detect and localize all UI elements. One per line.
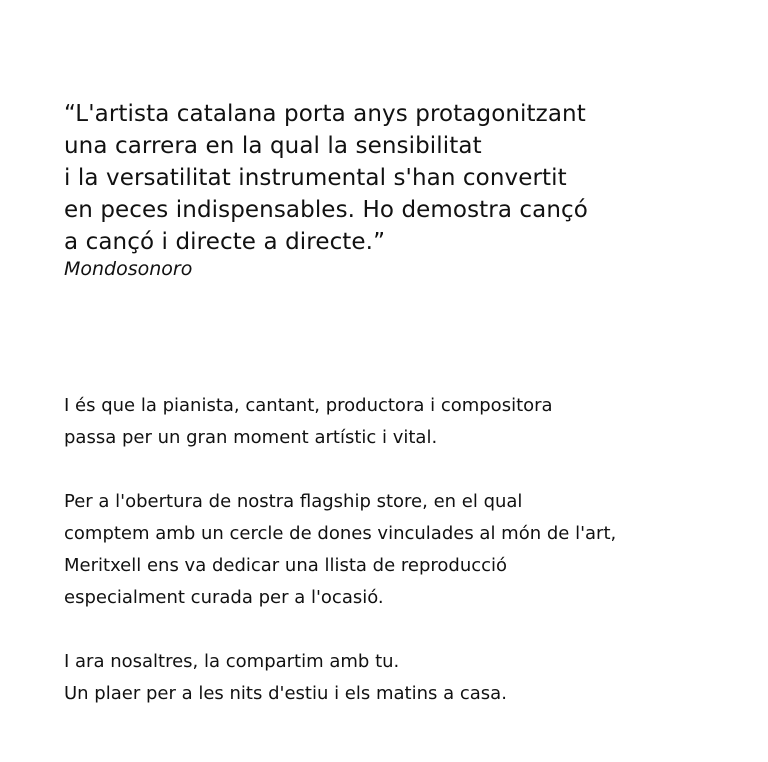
body-line: Meritxell ens va dedicar una llista de reproducció [64, 555, 508, 576]
quote-line: en peces indispensables. Ho demostra cançó [64, 197, 588, 223]
quote-line: una carrera en la qual la sensibilitat [64, 133, 482, 159]
paragraph [64, 390, 754, 454]
body-text [64, 390, 754, 710]
press-quote [64, 98, 744, 284]
paragraph [64, 486, 754, 614]
body-line: I ara nosaltres, la compartim amb tu. [64, 651, 400, 672]
quote-line: a cançó i directe a directe.” [64, 229, 386, 255]
body-line: passa per un gran moment artístic i vital. [64, 427, 438, 448]
body-line: Un plaer per a les nits d'estiu i els matins a casa. [64, 683, 507, 704]
quote-line: i la versatilitat instrumental s'han convertit [64, 165, 567, 191]
quote-source: Mondosonoro [64, 258, 193, 280]
body-line: comptem amb un cercle de dones vinculades al món de l'art, [64, 523, 617, 544]
body-line: I és que la pianista, cantant, productora i compositora [64, 395, 553, 416]
body-line: especialment curada per a l'ocasió. [64, 587, 384, 608]
body-line: Per a l'obertura de nostra flagship store, en el qual [64, 491, 523, 512]
quote-line: “L'artista catalana porta anys protagonitzant [64, 101, 586, 127]
paragraph [64, 646, 754, 710]
